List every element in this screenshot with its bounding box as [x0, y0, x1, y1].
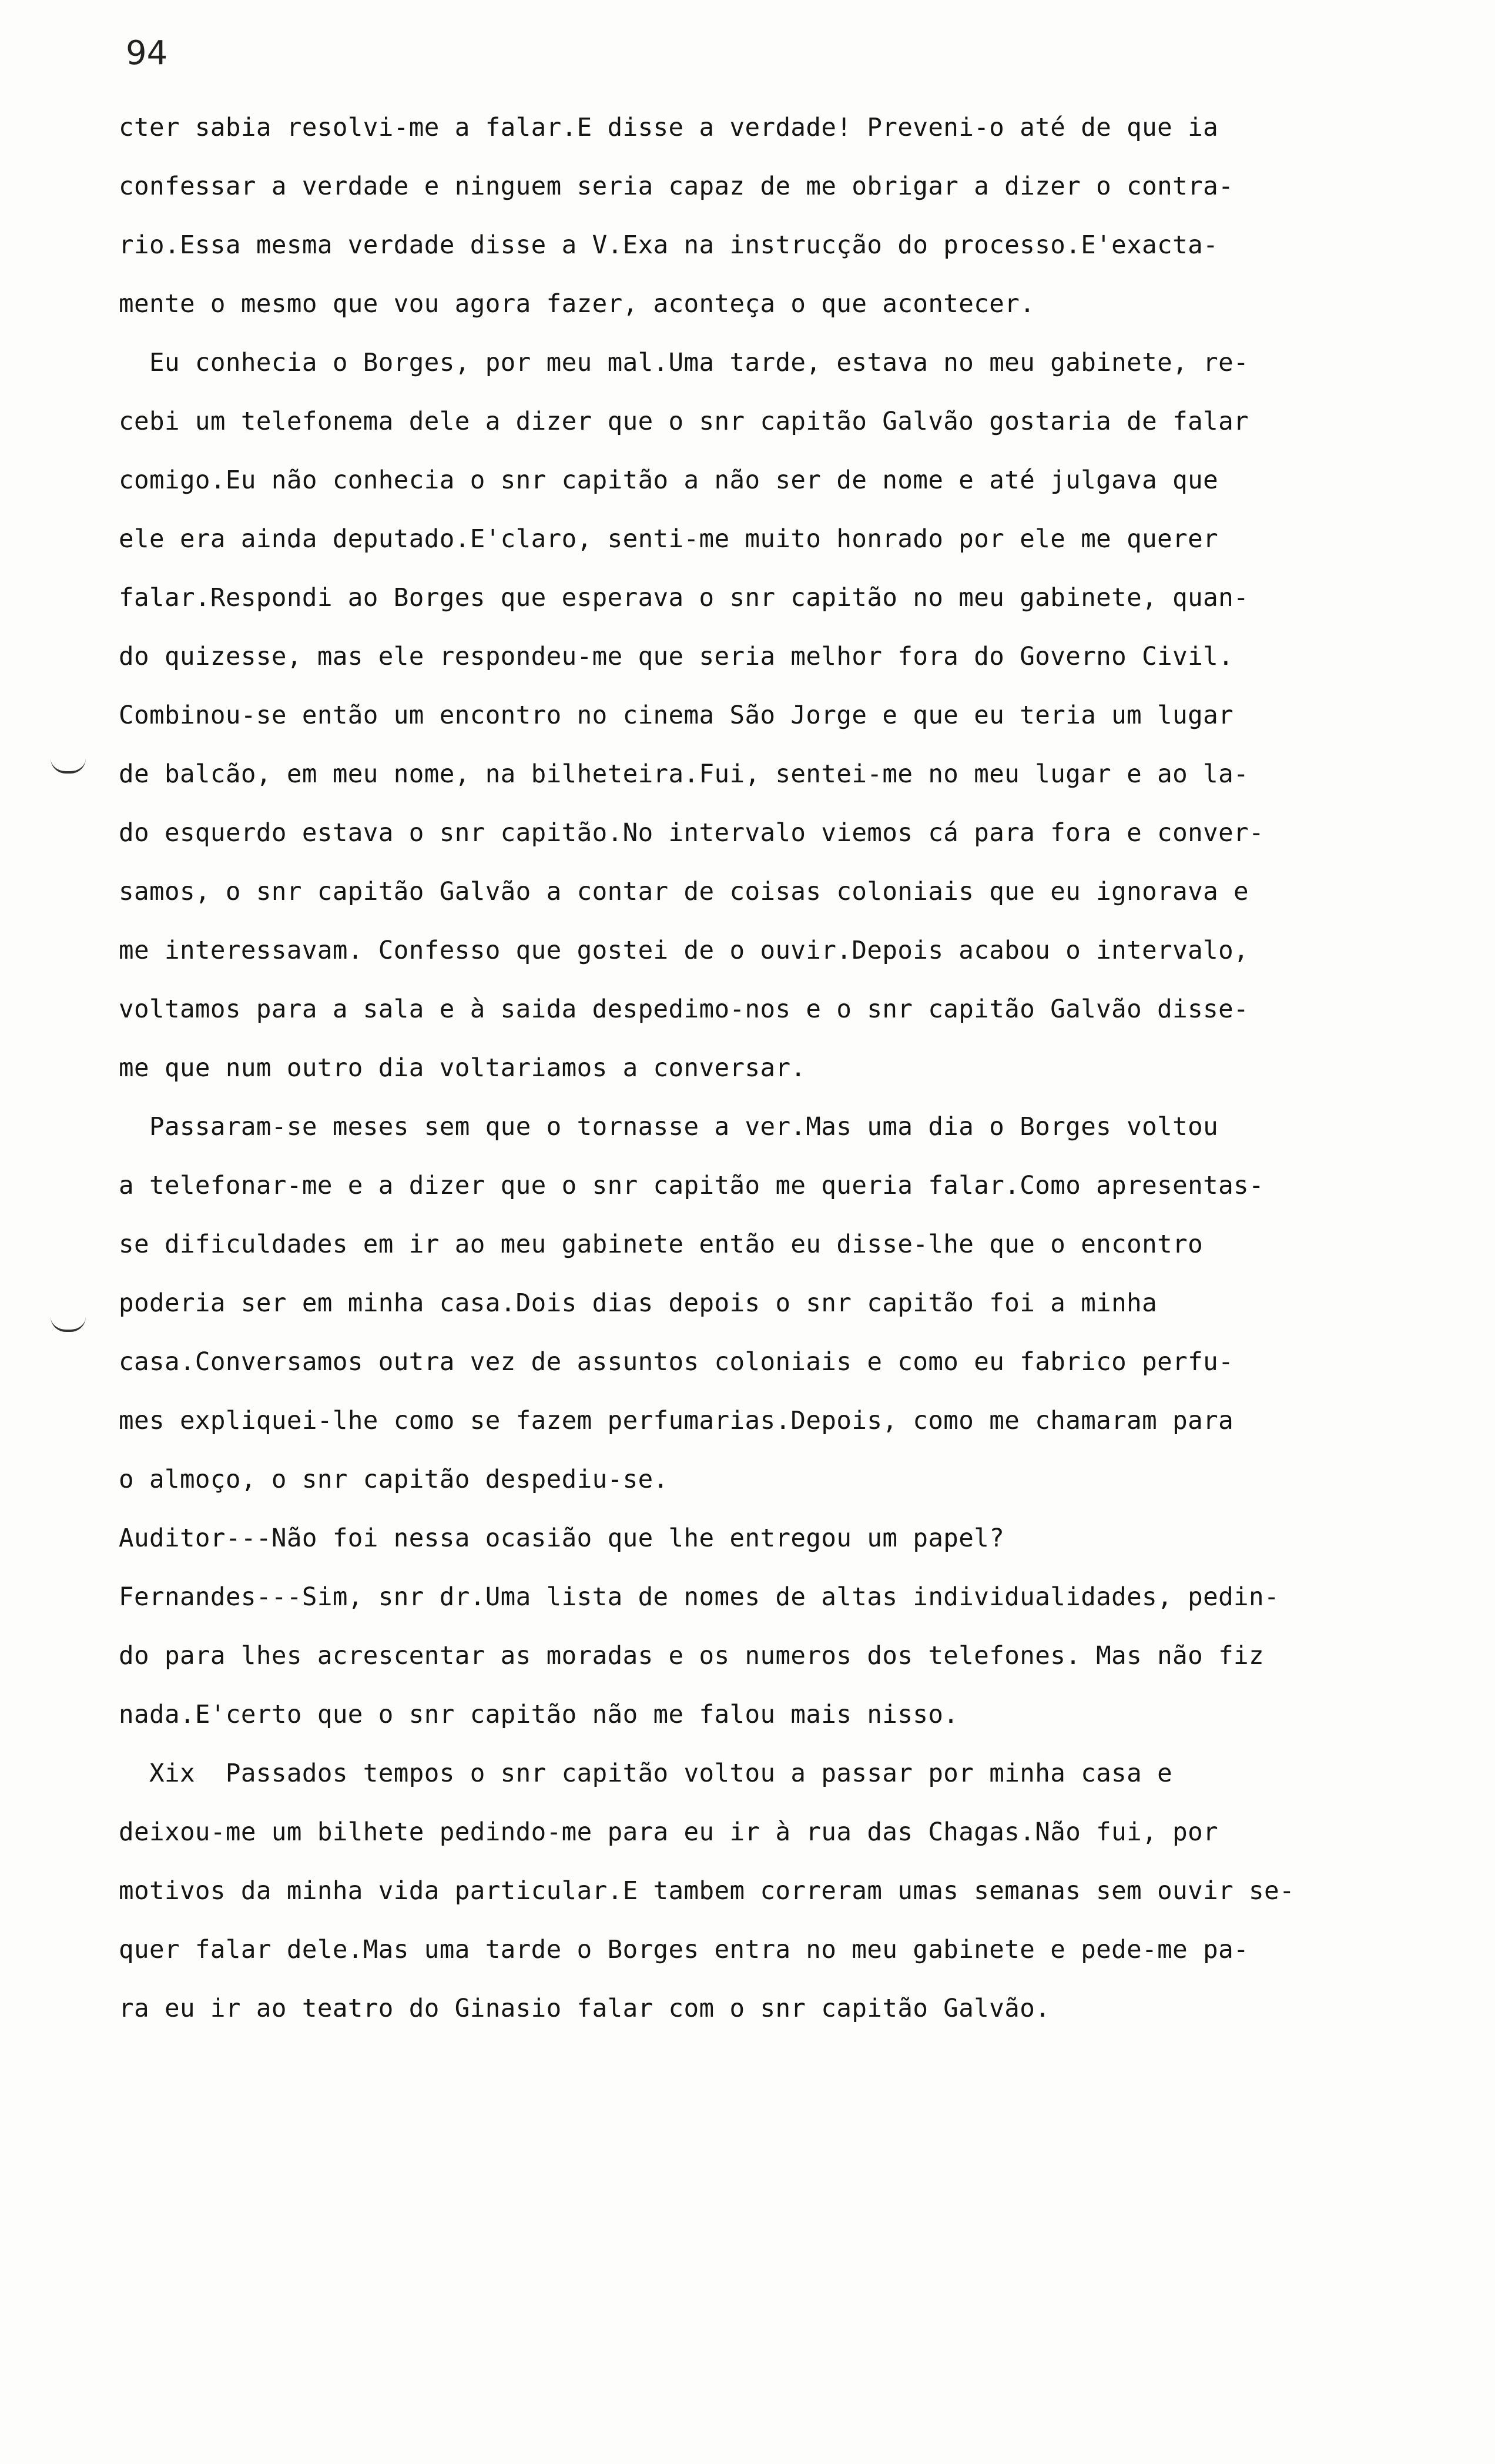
text-line: mente o mesmo que vou agora fazer, aconteça o que acontecer. [119, 290, 1035, 319]
text-line: me que num outro dia voltariamos a conversar. [119, 1054, 806, 1083]
text-line: do para lhes acrescentar as moradas e os numeros dos telefones. Mas não fiz [119, 1642, 1265, 1670]
text-line: ra eu ir ao teatro do Ginasio falar com o snr capitão Galvão. [119, 1994, 1051, 2023]
text-line: a telefonar-me e a dizer que o snr capitão me queria falar.Como apresentas- [119, 1171, 1265, 1200]
text-line: Combinou-se então um encontro no cinema São Jorge e que eu teria um lugar [119, 701, 1234, 730]
text-line: mes expliquei-lhe como se fazem perfumarias.Depois, como me chamaram para [119, 1407, 1234, 1435]
text-line: Fernandes---Sim, snr dr.Uma lista de nomes de altas individualidades, pedin- [119, 1583, 1280, 1612]
text-line: poderia ser em minha casa.Dois dias depois o snr capitão foi a minha [119, 1289, 1158, 1318]
typed-testimony-text [119, 99, 1470, 2038]
text-line: quer falar dele.Mas uma tarde o Borges entra no meu gabinete e pede-me pa- [119, 1936, 1249, 1964]
text-line: cebi um telefonema dele a dizer que o snr capitão Galvão gostaria de falar [119, 407, 1249, 436]
text-line: samos, o snr capitão Galvão a contar de coisas coloniais que eu ignorava e [119, 878, 1249, 906]
text-line: se dificuldades em ir ao meu gabinete então eu disse-lhe que o encontro [119, 1230, 1204, 1259]
text-line: confessar a verdade e ninguem seria capaz de me obrigar a dizer o contra- [119, 172, 1234, 201]
text-line: Xix Passados tempos o snr capitão voltou a passar por minha casa e [119, 1759, 1173, 1788]
margin-check-mark [51, 1317, 86, 1332]
text-line: motivos da minha vida particular.E tambem correram umas semanas sem ouvir se- [119, 1877, 1295, 1906]
text-line: casa.Conversamos outra vez de assuntos coloniais e como eu fabrico perfu- [119, 1348, 1234, 1377]
text-line: rio.Essa mesma verdade disse a V.Exa na instrucção do processo.E'exacta- [119, 231, 1219, 260]
text-line: falar.Respondi ao Borges que esperava o snr capitão no meu gabinete, quan- [119, 584, 1249, 612]
text-line: o almoço, o snr capitão despediu-se. [119, 1465, 669, 1494]
page-number: 94 [126, 34, 168, 72]
text-line: cter sabia resolvi-me a falar.E disse a verdade! Preveni-o até de que ia [119, 113, 1219, 142]
text-line: Eu conhecia o Borges, por meu mal.Uma tarde, estava no meu gabinete, re- [119, 349, 1249, 377]
text-line: do esquerdo estava o snr capitão.No intervalo viemos cá para fora e conver- [119, 819, 1265, 848]
text-line: Passaram-se meses sem que o tornasse a ver.Mas uma dia o Borges voltou [119, 1113, 1219, 1141]
text-line: de balcão, em meu nome, na bilheteira.Fui, sentei-me no meu lugar e ao la- [119, 760, 1249, 789]
text-line: nada.E'certo que o snr capitão não me falou mais nisso. [119, 1700, 959, 1729]
margin-check-mark [51, 758, 86, 774]
text-line: me interessavam. Confesso que gostei de o ouvir.Depois acabou o intervalo, [119, 936, 1249, 965]
text-line: Auditor---Não foi nessa ocasião que lhe entregou um papel? [119, 1524, 1005, 1553]
text-line: ele era ainda deputado.E'claro, senti-me muito honrado por ele me querer [119, 525, 1219, 554]
text-line: voltamos para a sala e à saida despedimo-nos e o snr capitão Galvão disse- [119, 995, 1249, 1024]
text-line: comigo.Eu não conhecia o snr capitão a não ser de nome e até julgava que [119, 466, 1219, 495]
text-line: do quizesse, mas ele respondeu-me que seria melhor fora do Governo Civil. [119, 642, 1234, 671]
text-line: deixou-me um bilhete pedindo-me para eu ir à rua das Chagas.Não fui, por [119, 1818, 1219, 1847]
